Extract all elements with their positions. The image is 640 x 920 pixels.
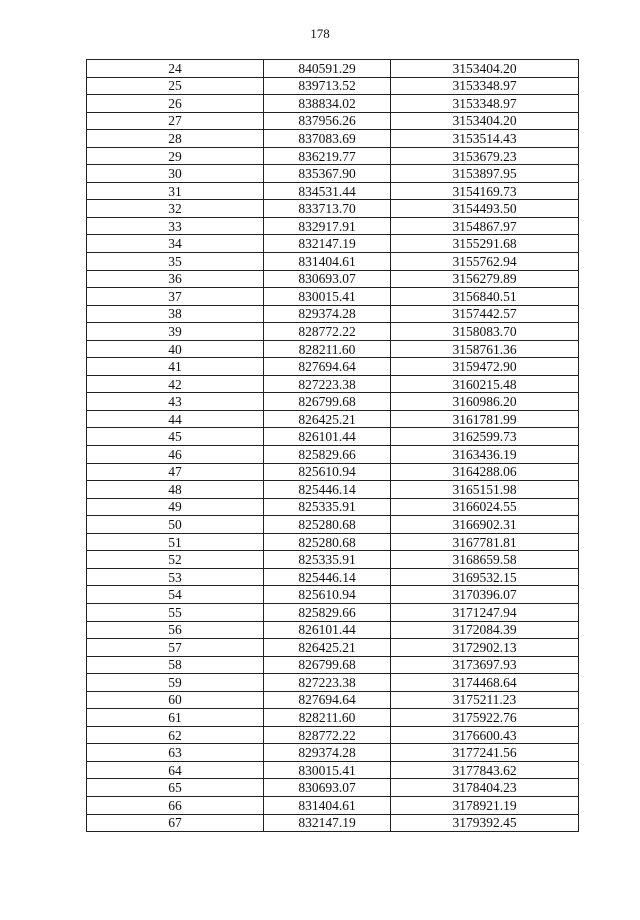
table-row xyxy=(87,270,579,288)
x-coordinate-cell: 825280.68 xyxy=(264,533,391,551)
point-number-cell: 38 xyxy=(87,305,264,323)
x-coordinate-cell: 825610.94 xyxy=(264,463,391,481)
y-coordinate-cell: 3171247.94 xyxy=(391,603,579,621)
x-coordinate-cell: 825446.14 xyxy=(264,481,391,499)
y-coordinate-cell: 3178921.19 xyxy=(391,796,579,814)
point-number-cell: 43 xyxy=(87,393,264,411)
point-number-cell: 56 xyxy=(87,621,264,639)
x-coordinate-cell: 826425.21 xyxy=(264,410,391,428)
point-number-cell: 30 xyxy=(87,165,264,183)
y-coordinate-cell: 3154169.73 xyxy=(391,182,579,200)
y-coordinate-cell: 3153404.20 xyxy=(391,112,579,130)
x-coordinate-cell: 826799.68 xyxy=(264,393,391,411)
x-coordinate-cell: 838834.02 xyxy=(264,95,391,113)
point-number-cell: 31 xyxy=(87,182,264,200)
table-row xyxy=(87,656,579,674)
table-row xyxy=(87,726,579,744)
table-row xyxy=(87,60,579,78)
y-coordinate-cell: 3175922.76 xyxy=(391,709,579,727)
point-number-cell: 61 xyxy=(87,709,264,727)
point-number-cell: 62 xyxy=(87,726,264,744)
x-coordinate-cell: 829374.28 xyxy=(264,744,391,762)
table-row xyxy=(87,182,579,200)
y-coordinate-cell: 3160986.20 xyxy=(391,393,579,411)
x-coordinate-cell: 839713.52 xyxy=(264,77,391,95)
point-number-cell: 48 xyxy=(87,481,264,499)
table-row xyxy=(87,621,579,639)
table-row xyxy=(87,217,579,235)
y-coordinate-cell: 3167781.81 xyxy=(391,533,579,551)
table-row xyxy=(87,761,579,779)
x-coordinate-cell: 825610.94 xyxy=(264,586,391,604)
coordinates-table xyxy=(86,59,579,832)
x-coordinate-cell: 827694.64 xyxy=(264,358,391,376)
coordinates-table-body xyxy=(87,60,579,832)
point-number-cell: 26 xyxy=(87,95,264,113)
point-number-cell: 29 xyxy=(87,147,264,165)
x-coordinate-cell: 826101.44 xyxy=(264,428,391,446)
y-coordinate-cell: 3169532.15 xyxy=(391,568,579,586)
table-row xyxy=(87,393,579,411)
x-coordinate-cell: 825280.68 xyxy=(264,516,391,534)
point-number-cell: 64 xyxy=(87,761,264,779)
point-number-cell: 49 xyxy=(87,498,264,516)
x-coordinate-cell: 831404.61 xyxy=(264,253,391,271)
table-row xyxy=(87,796,579,814)
point-number-cell: 54 xyxy=(87,586,264,604)
point-number-cell: 25 xyxy=(87,77,264,95)
table-row xyxy=(87,358,579,376)
table-row xyxy=(87,200,579,218)
x-coordinate-cell: 828211.60 xyxy=(264,340,391,358)
y-coordinate-cell: 3166024.55 xyxy=(391,498,579,516)
point-number-cell: 52 xyxy=(87,551,264,569)
table-row xyxy=(87,147,579,165)
x-coordinate-cell: 832917.91 xyxy=(264,217,391,235)
table-row xyxy=(87,165,579,183)
x-coordinate-cell: 835367.90 xyxy=(264,165,391,183)
point-number-cell: 55 xyxy=(87,603,264,621)
table-row xyxy=(87,779,579,797)
y-coordinate-cell: 3179392.45 xyxy=(391,814,579,832)
x-coordinate-cell: 837956.26 xyxy=(264,112,391,130)
y-coordinate-cell: 3155762.94 xyxy=(391,253,579,271)
y-coordinate-cell: 3162599.73 xyxy=(391,428,579,446)
table-row xyxy=(87,744,579,762)
table-row xyxy=(87,95,579,113)
table-row xyxy=(87,375,579,393)
x-coordinate-cell: 825829.66 xyxy=(264,603,391,621)
x-coordinate-cell: 825829.66 xyxy=(264,446,391,464)
table-row xyxy=(87,639,579,657)
point-number-cell: 53 xyxy=(87,568,264,586)
y-coordinate-cell: 3166902.31 xyxy=(391,516,579,534)
y-coordinate-cell: 3177241.56 xyxy=(391,744,579,762)
table-row xyxy=(87,498,579,516)
x-coordinate-cell: 825446.14 xyxy=(264,568,391,586)
table-row xyxy=(87,603,579,621)
x-coordinate-cell: 833713.70 xyxy=(264,200,391,218)
point-number-cell: 39 xyxy=(87,323,264,341)
y-coordinate-cell: 3172902.13 xyxy=(391,639,579,657)
x-coordinate-cell: 827223.38 xyxy=(264,375,391,393)
table-row xyxy=(87,551,579,569)
table-row xyxy=(87,305,579,323)
point-number-cell: 37 xyxy=(87,288,264,306)
table-row xyxy=(87,340,579,358)
point-number-cell: 65 xyxy=(87,779,264,797)
table-row xyxy=(87,481,579,499)
point-number-cell: 45 xyxy=(87,428,264,446)
y-coordinate-cell: 3170396.07 xyxy=(391,586,579,604)
point-number-cell: 63 xyxy=(87,744,264,762)
x-coordinate-cell: 834531.44 xyxy=(264,182,391,200)
table-row xyxy=(87,568,579,586)
point-number-cell: 47 xyxy=(87,463,264,481)
x-coordinate-cell: 828211.60 xyxy=(264,709,391,727)
x-coordinate-cell: 830693.07 xyxy=(264,779,391,797)
y-coordinate-cell: 3165151.98 xyxy=(391,481,579,499)
x-coordinate-cell: 826425.21 xyxy=(264,639,391,657)
table-row xyxy=(87,130,579,148)
y-coordinate-cell: 3178404.23 xyxy=(391,779,579,797)
x-coordinate-cell: 829374.28 xyxy=(264,305,391,323)
x-coordinate-cell: 830693.07 xyxy=(264,270,391,288)
y-coordinate-cell: 3168659.58 xyxy=(391,551,579,569)
x-coordinate-cell: 825335.91 xyxy=(264,498,391,516)
table-row xyxy=(87,691,579,709)
y-coordinate-cell: 3153348.97 xyxy=(391,77,579,95)
y-coordinate-cell: 3158083.70 xyxy=(391,323,579,341)
table-row xyxy=(87,446,579,464)
point-number-cell: 34 xyxy=(87,235,264,253)
table-row xyxy=(87,533,579,551)
point-number-cell: 27 xyxy=(87,112,264,130)
y-coordinate-cell: 3164288.06 xyxy=(391,463,579,481)
y-coordinate-cell: 3158761.36 xyxy=(391,340,579,358)
table-row xyxy=(87,77,579,95)
point-number-cell: 42 xyxy=(87,375,264,393)
point-number-cell: 46 xyxy=(87,446,264,464)
y-coordinate-cell: 3155291.68 xyxy=(391,235,579,253)
x-coordinate-cell: 827223.38 xyxy=(264,674,391,692)
point-number-cell: 58 xyxy=(87,656,264,674)
x-coordinate-cell: 825335.91 xyxy=(264,551,391,569)
point-number-cell: 57 xyxy=(87,639,264,657)
table-row xyxy=(87,112,579,130)
y-coordinate-cell: 3176600.43 xyxy=(391,726,579,744)
table-row xyxy=(87,253,579,271)
y-coordinate-cell: 3161781.99 xyxy=(391,410,579,428)
point-number-cell: 36 xyxy=(87,270,264,288)
table-row xyxy=(87,410,579,428)
x-coordinate-cell: 840591.29 xyxy=(264,60,391,78)
y-coordinate-cell: 3174468.64 xyxy=(391,674,579,692)
point-number-cell: 60 xyxy=(87,691,264,709)
x-coordinate-cell: 827694.64 xyxy=(264,691,391,709)
table-row xyxy=(87,428,579,446)
table-row xyxy=(87,586,579,604)
y-coordinate-cell: 3156279.89 xyxy=(391,270,579,288)
y-coordinate-cell: 3153404.20 xyxy=(391,60,579,78)
point-number-cell: 67 xyxy=(87,814,264,832)
x-coordinate-cell: 830015.41 xyxy=(264,288,391,306)
y-coordinate-cell: 3156840.51 xyxy=(391,288,579,306)
table-row xyxy=(87,288,579,306)
table-row xyxy=(87,516,579,534)
table-row xyxy=(87,463,579,481)
page-number: 178 xyxy=(310,26,330,41)
point-number-cell: 33 xyxy=(87,217,264,235)
point-number-cell: 40 xyxy=(87,340,264,358)
table-row xyxy=(87,323,579,341)
y-coordinate-cell: 3153897.95 xyxy=(391,165,579,183)
x-coordinate-cell: 830015.41 xyxy=(264,761,391,779)
x-coordinate-cell: 828772.22 xyxy=(264,726,391,744)
x-coordinate-cell: 826799.68 xyxy=(264,656,391,674)
y-coordinate-cell: 3163436.19 xyxy=(391,446,579,464)
point-number-cell: 28 xyxy=(87,130,264,148)
point-number-cell: 32 xyxy=(87,200,264,218)
x-coordinate-cell: 837083.69 xyxy=(264,130,391,148)
x-coordinate-cell: 826101.44 xyxy=(264,621,391,639)
x-coordinate-cell: 832147.19 xyxy=(264,235,391,253)
table-row xyxy=(87,674,579,692)
table-row xyxy=(87,814,579,832)
point-number-cell: 41 xyxy=(87,358,264,376)
table-row xyxy=(87,235,579,253)
y-coordinate-cell: 3160215.48 xyxy=(391,375,579,393)
y-coordinate-cell: 3173697.93 xyxy=(391,656,579,674)
point-number-cell: 51 xyxy=(87,533,264,551)
x-coordinate-cell: 832147.19 xyxy=(264,814,391,832)
y-coordinate-cell: 3177843.62 xyxy=(391,761,579,779)
x-coordinate-cell: 836219.77 xyxy=(264,147,391,165)
point-number-cell: 35 xyxy=(87,253,264,271)
table-row xyxy=(87,709,579,727)
y-coordinate-cell: 3175211.23 xyxy=(391,691,579,709)
y-coordinate-cell: 3172084.39 xyxy=(391,621,579,639)
y-coordinate-cell: 3153679.23 xyxy=(391,147,579,165)
point-number-cell: 50 xyxy=(87,516,264,534)
y-coordinate-cell: 3159472.90 xyxy=(391,358,579,376)
point-number-cell: 24 xyxy=(87,60,264,78)
x-coordinate-cell: 828772.22 xyxy=(264,323,391,341)
point-number-cell: 44 xyxy=(87,410,264,428)
point-number-cell: 59 xyxy=(87,674,264,692)
point-number-cell: 66 xyxy=(87,796,264,814)
y-coordinate-cell: 3154493.50 xyxy=(391,200,579,218)
y-coordinate-cell: 3154867.97 xyxy=(391,217,579,235)
y-coordinate-cell: 3153348.97 xyxy=(391,95,579,113)
x-coordinate-cell: 831404.61 xyxy=(264,796,391,814)
y-coordinate-cell: 3153514.43 xyxy=(391,130,579,148)
y-coordinate-cell: 3157442.57 xyxy=(391,305,579,323)
